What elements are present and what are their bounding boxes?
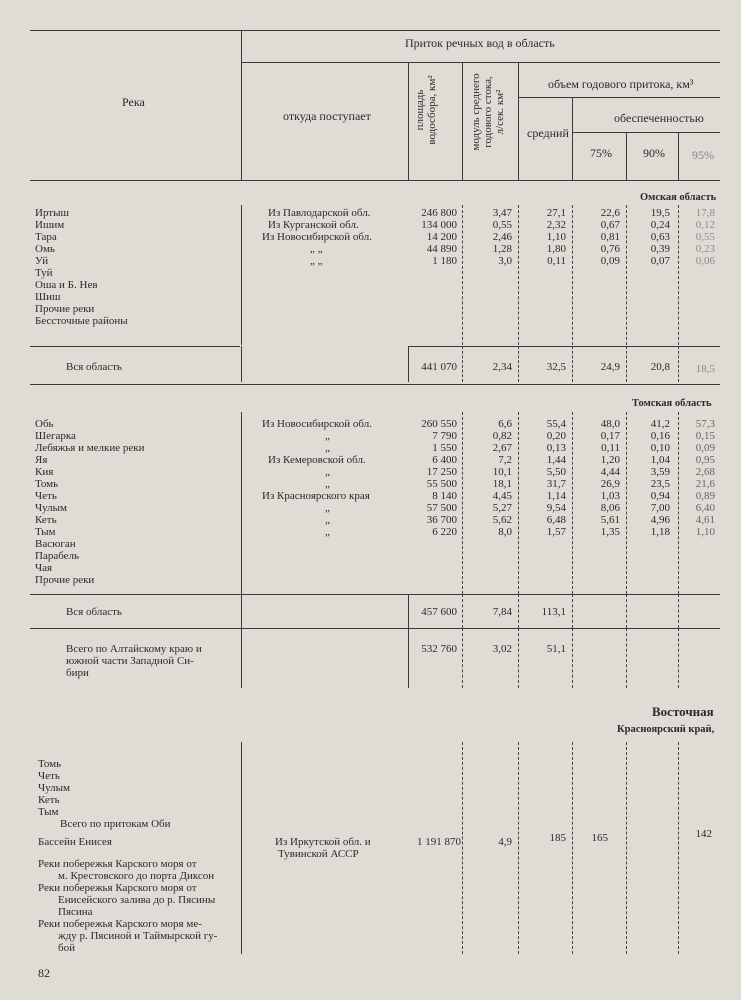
header-divider-area: [462, 62, 463, 180]
omsk-p75-3: 0,76: [600, 243, 620, 255]
omsk-area-4: 1 180: [432, 255, 457, 267]
tomsk-area-5: 55 500: [426, 478, 457, 490]
tomsk-total-dash: [572, 594, 573, 628]
omsk-module-1: 0,55: [492, 219, 512, 231]
omsk-p95-3: 0,23: [695, 243, 715, 255]
header-bottom-rule: [30, 180, 720, 181]
omsk-mean-0: 27,1: [546, 207, 566, 219]
tomsk-river-5: Томь: [35, 478, 59, 490]
kara2-line2: Енисейского залива до р. Пясины: [58, 894, 216, 906]
altai-total-line2: южной части Западной Си-: [66, 655, 194, 667]
omsk-total-dash: [518, 346, 519, 382]
tomsk-source-8: „: [325, 514, 330, 526]
tomsk-mean-0: 55,4: [546, 418, 566, 430]
tomsk-source-1: „: [325, 430, 330, 442]
omsk-p95-4: 0,06: [695, 255, 715, 267]
omsk-source-4: „ „: [310, 255, 323, 267]
tomsk-module-2: 2,67: [492, 442, 512, 454]
header-provision-rule: [573, 132, 720, 133]
omsk-p90-2: 0,63: [650, 231, 670, 243]
header-volume-rule: [519, 97, 720, 98]
yenisei-p75: 165: [591, 832, 608, 844]
header-divider-mean: [572, 97, 573, 180]
section-east-title: Восточная: [652, 704, 714, 719]
tomsk-river-2: Лебяжья и мелкие реки: [35, 442, 145, 454]
omsk-p75-2: 0,81: [600, 231, 620, 243]
omsk-total-dash: [572, 346, 573, 382]
tomsk-river-4: Кия: [35, 466, 54, 478]
omsk-river-4: Уй: [35, 255, 49, 267]
tomsk-mean-7: 9,54: [546, 502, 566, 514]
tomsk-p90-2: 0,10: [650, 442, 670, 454]
yenisei-river: Бассейн Енисея: [38, 836, 112, 848]
header-p75: 75%: [590, 146, 612, 160]
tomsk-source-0: Из Новосибирской обл.: [262, 418, 372, 430]
omsk-p75-0: 22,6: [600, 207, 620, 219]
header-top-rule: [30, 30, 720, 31]
header-river: Река: [122, 95, 145, 109]
altai-col-line: [408, 628, 409, 688]
tomsk-mean-3: 1,44: [546, 454, 566, 466]
tomsk-p75-3: 1,20: [600, 454, 620, 466]
tomsk-p90-1: 0,16: [650, 430, 670, 442]
east-col-dash: [626, 742, 627, 954]
tomsk-module-0: 6,6: [498, 418, 512, 430]
altai-total-module: 3,02: [492, 643, 512, 655]
tomsk-mean-1: 0,20: [546, 430, 566, 442]
header-divider-module: [518, 62, 519, 180]
omsk-p95-2: 0,55: [695, 231, 715, 243]
tomsk-area-9: 6 220: [432, 526, 457, 538]
omsk-source-0: Из Павлодарской обл.: [268, 207, 371, 219]
tomsk-module-3: 7,2: [498, 454, 512, 466]
tomsk-area-3: 6 400: [432, 454, 457, 466]
omsk-source-2: Из Новосибирской обл.: [262, 231, 372, 243]
tomsk-mean-5: 31,7: [546, 478, 566, 490]
kara2-line3: Пясина: [58, 906, 93, 918]
east-river-4: Тым: [38, 806, 59, 818]
header-module-line1: модуль среднего: [470, 73, 482, 151]
omsk-total-p75: 24,9: [600, 361, 620, 373]
yenisei-area: 1 191 870: [417, 836, 461, 848]
header-divider-p90: [678, 132, 679, 180]
omsk-col-dash: [626, 205, 627, 345]
east-col-dash: [572, 742, 573, 954]
kara1-line1: Реки побережья Карского моря от: [38, 858, 197, 870]
kara3-line1: Реки побережья Карского моря ме-: [38, 918, 202, 930]
omsk-mean-4: 0,11: [547, 255, 566, 267]
tomsk-module-4: 10,1: [492, 466, 512, 478]
east-col-line: [241, 742, 242, 954]
tomsk-p90-4: 3,59: [650, 466, 670, 478]
omsk-total-p95: 18,5: [695, 363, 715, 375]
omsk-total-dash: [678, 346, 679, 382]
tomsk-col-dash: [678, 412, 679, 594]
omsk-area-2: 14 200: [426, 231, 457, 243]
altai-total-mean: 51,1: [546, 643, 566, 655]
tomsk-p90-8: 4,96: [650, 514, 670, 526]
altai-total-line3: бири: [66, 667, 89, 679]
omsk-total-dash: [462, 346, 463, 382]
omsk-module-0: 3,47: [492, 207, 512, 219]
tomsk-source-9: „: [325, 526, 330, 538]
tomsk-mean-6: 1,14: [546, 490, 566, 502]
omsk-river-8: Прочие реки: [35, 303, 95, 315]
omsk-end-rule: [30, 384, 720, 385]
yenisei-mean: 185: [549, 832, 566, 844]
tomsk-p95-9: 1,10: [695, 526, 715, 538]
east-ob-total: Всего по притокам Оби: [60, 818, 171, 830]
omsk-col-dash: [462, 205, 463, 345]
omsk-mean-1: 2,32: [546, 219, 566, 231]
omsk-p90-0: 19,5: [650, 207, 670, 219]
page-number: 82: [38, 966, 50, 980]
omsk-river-5: Туй: [35, 267, 53, 279]
omsk-total-rule: [30, 346, 240, 347]
tomsk-total-dash: [678, 594, 679, 628]
tomsk-source-3: Из Кемеровской обл.: [268, 454, 366, 466]
omsk-river-2: Тара: [35, 231, 57, 243]
tomsk-col-dash: [518, 412, 519, 594]
tomsk-area-4: 17 250: [426, 466, 457, 478]
omsk-module-3: 1,28: [492, 243, 512, 255]
tomsk-module-8: 5,62: [492, 514, 512, 526]
tomsk-river-11: Парабель: [35, 550, 80, 562]
tomsk-river-0: Обь: [35, 418, 54, 430]
tomsk-p75-9: 1,35: [600, 526, 620, 538]
omsk-river-3: Омь: [35, 243, 55, 255]
tomsk-p95-0: 57,3: [695, 418, 715, 430]
tomsk-total-dash: [626, 594, 627, 628]
header-module-line2: годового стока,: [482, 76, 494, 148]
tomsk-col-line: [241, 412, 242, 594]
tomsk-p95-6: 0,89: [695, 490, 715, 502]
tomsk-total-module: 7,84: [492, 606, 512, 618]
tomsk-river-7: Чулым: [35, 502, 68, 514]
kara3-line3: бой: [58, 942, 75, 954]
omsk-total-mean: 32,5: [546, 361, 566, 373]
tomsk-p95-2: 0,09: [695, 442, 715, 454]
omsk-total-area: 441 070: [421, 361, 457, 373]
tomsk-p75-0: 48,0: [600, 418, 620, 430]
tomsk-mean-4: 5,50: [546, 466, 566, 478]
omsk-river-6: Оша и Б. Нев: [35, 279, 98, 291]
omsk-source-3: „ „: [310, 243, 323, 255]
tomsk-module-9: 8,0: [498, 526, 512, 538]
tomsk-area-6: 8 140: [432, 490, 457, 502]
header-provision: обеспеченностью: [614, 111, 704, 125]
tomsk-module-7: 5,27: [492, 502, 512, 514]
omsk-area-0: 246 800: [421, 207, 457, 219]
kara3-line2: жду р. Пясиной и Таймырской гу-: [58, 930, 218, 942]
altai-dash: [572, 628, 573, 688]
tomsk-col-dash: [572, 412, 573, 594]
header-divider-p75: [626, 132, 627, 180]
tomsk-p90-5: 23,5: [650, 478, 670, 490]
altai-total-area: 532 760: [421, 643, 457, 655]
header-divider-river: [241, 30, 242, 180]
tomsk-p90-3: 1,04: [650, 454, 670, 466]
tomsk-river-9: Тым: [35, 526, 56, 538]
omsk-p90-3: 0,39: [650, 243, 670, 255]
tomsk-p75-2: 0,11: [601, 442, 620, 454]
east-river-3: Кеть: [38, 794, 60, 806]
yenisei-p90: 142: [695, 828, 712, 840]
omsk-p90-1: 0,24: [650, 219, 670, 231]
tomsk-river-8: Кеть: [35, 514, 57, 526]
omsk-col-dash: [572, 205, 573, 345]
tomsk-source-6: Из Красноярского края: [262, 490, 370, 502]
tomsk-river-6: Четь: [35, 490, 57, 502]
tomsk-river-13: Прочие реки: [35, 574, 95, 586]
tomsk-total-rule: [30, 594, 720, 595]
omsk-total-module: 2,34: [492, 361, 512, 373]
tomsk-river-3: Яя: [35, 454, 48, 466]
tomsk-source-4: „: [325, 466, 330, 478]
tomsk-total-dash: [518, 594, 519, 628]
header-p95: 95%: [692, 148, 714, 162]
tomsk-total-mean: 113,1: [541, 606, 566, 618]
header-volume: объем годового притока, км³: [548, 77, 694, 91]
tomsk-module-1: 0,82: [492, 430, 512, 442]
omsk-p90-4: 0,07: [650, 255, 670, 267]
tomsk-p75-4: 4,44: [600, 466, 620, 478]
tomsk-total-area: 457 600: [421, 606, 457, 618]
tomsk-mean-2: 0,13: [546, 442, 566, 454]
omsk-river-7: Шиш: [35, 291, 61, 303]
omsk-total-label: Вся область: [66, 361, 122, 373]
altai-col-line: [241, 628, 242, 688]
altai-dash: [518, 628, 519, 688]
east-river-0: Томь: [38, 758, 62, 770]
tomsk-total-dash: [462, 594, 463, 628]
omsk-module-2: 2,46: [492, 231, 512, 243]
tomsk-total-col-line: [241, 594, 242, 628]
altai-total-line1: Всего по Алтайскому краю и: [66, 643, 202, 655]
east-col-dash: [462, 742, 463, 954]
header-divider-source: [408, 62, 409, 180]
omsk-col-line: [241, 205, 242, 345]
yenisei-source-line2: Тувинской АССР: [278, 848, 359, 860]
header-module: [470, 60, 506, 164]
omsk-mean-2: 1,10: [546, 231, 566, 243]
omsk-area-3: 44 890: [426, 243, 457, 255]
header-inflow: Приток речных вод в область: [405, 36, 555, 50]
tomsk-source-2: „: [325, 442, 330, 454]
yenisei-source-line1: Из Иркутской обл. и: [275, 836, 371, 848]
east-river-1: Четь: [38, 770, 60, 782]
omsk-total-col-line: [241, 346, 242, 382]
tomsk-p75-5: 26,9: [600, 478, 620, 490]
tomsk-col-dash: [626, 412, 627, 594]
east-river-2: Чулым: [38, 782, 71, 794]
tomsk-area-0: 260 550: [421, 418, 457, 430]
tomsk-area-1: 7 790: [432, 430, 457, 442]
tomsk-p75-8: 5,61: [600, 514, 620, 526]
tomsk-river-1: Шегарка: [35, 430, 76, 442]
omsk-mean-3: 1,80: [546, 243, 566, 255]
east-col-dash: [678, 742, 679, 954]
altai-dash: [678, 628, 679, 688]
tomsk-p95-5: 21,6: [695, 478, 715, 490]
header-module-line3: л/сек. км²: [494, 89, 506, 135]
header-mean: средний: [527, 126, 569, 140]
omsk-source-1: Из Курганской обл.: [268, 219, 359, 231]
altai-total-rule: [30, 628, 720, 629]
omsk-module-4: 3,0: [498, 255, 512, 267]
tomsk-area-2: 1 550: [432, 442, 457, 454]
omsk-total-p90: 20,8: [650, 361, 670, 373]
section-omsk-title: Омская область: [640, 192, 717, 203]
tomsk-p75-6: 1,03: [600, 490, 620, 502]
tomsk-col-dash: [462, 412, 463, 594]
tomsk-mean-9: 1,57: [546, 526, 566, 538]
section-krasnoyarsk-title: Красноярский край,: [617, 724, 715, 735]
omsk-total-rule-right: [408, 346, 720, 347]
header-area-line2: водосбора, км²: [426, 75, 438, 145]
tomsk-river-10: Васюган: [35, 538, 76, 550]
header-area: [414, 60, 438, 160]
omsk-river-1: Ишим: [35, 219, 65, 231]
omsk-p75-1: 0,67: [600, 219, 620, 231]
altai-dash: [626, 628, 627, 688]
omsk-river-9: Бессточные районы: [35, 315, 128, 327]
tomsk-p90-6: 0,94: [650, 490, 670, 502]
yenisei-module: 4,9: [498, 836, 512, 848]
tomsk-p75-7: 8,06: [600, 502, 620, 514]
header-p90: 90%: [643, 146, 665, 160]
tomsk-p95-7: 6,40: [695, 502, 715, 514]
tomsk-area-8: 36 700: [426, 514, 457, 526]
omsk-col-dash: [518, 205, 519, 345]
tomsk-mean-8: 6,48: [546, 514, 566, 526]
altai-dash: [462, 628, 463, 688]
tomsk-p90-9: 1,18: [650, 526, 670, 538]
omsk-river-0: Иртыш: [35, 207, 69, 219]
omsk-area-1: 134 000: [421, 219, 457, 231]
section-tomsk-title: Томская область: [632, 398, 712, 409]
omsk-total-dash: [626, 346, 627, 382]
header-source: откуда поступает: [283, 109, 371, 123]
tomsk-p95-8: 4,61: [695, 514, 715, 526]
east-col-dash: [518, 742, 519, 954]
omsk-p95-1: 0,12: [695, 219, 715, 231]
tomsk-module-5: 18,1: [492, 478, 512, 490]
kara2-line1: Реки побережья Карского моря от: [38, 882, 197, 894]
kara1-line2: м. Крестовского до порта Диксон: [58, 870, 215, 882]
tomsk-source-5: „: [325, 478, 330, 490]
tomsk-p90-0: 41,2: [650, 418, 670, 430]
omsk-col-dash: [678, 205, 679, 345]
tomsk-p95-1: 0,15: [695, 430, 715, 442]
tomsk-source-7: „: [325, 502, 330, 514]
tomsk-p75-1: 0,17: [600, 430, 620, 442]
tomsk-river-12: Чая: [35, 562, 53, 574]
tomsk-total-label: Вся область: [66, 606, 122, 618]
tomsk-p95-4: 2,68: [695, 466, 715, 478]
tomsk-area-7: 57 500: [426, 502, 457, 514]
tomsk-p90-7: 7,00: [650, 502, 670, 514]
omsk-p95-0: 17,8: [695, 207, 715, 219]
header-area-line1: площадь: [414, 89, 426, 131]
tomsk-p95-3: 0,95: [695, 454, 715, 466]
tomsk-module-6: 4,45: [492, 490, 512, 502]
omsk-p75-4: 0,09: [600, 255, 620, 267]
